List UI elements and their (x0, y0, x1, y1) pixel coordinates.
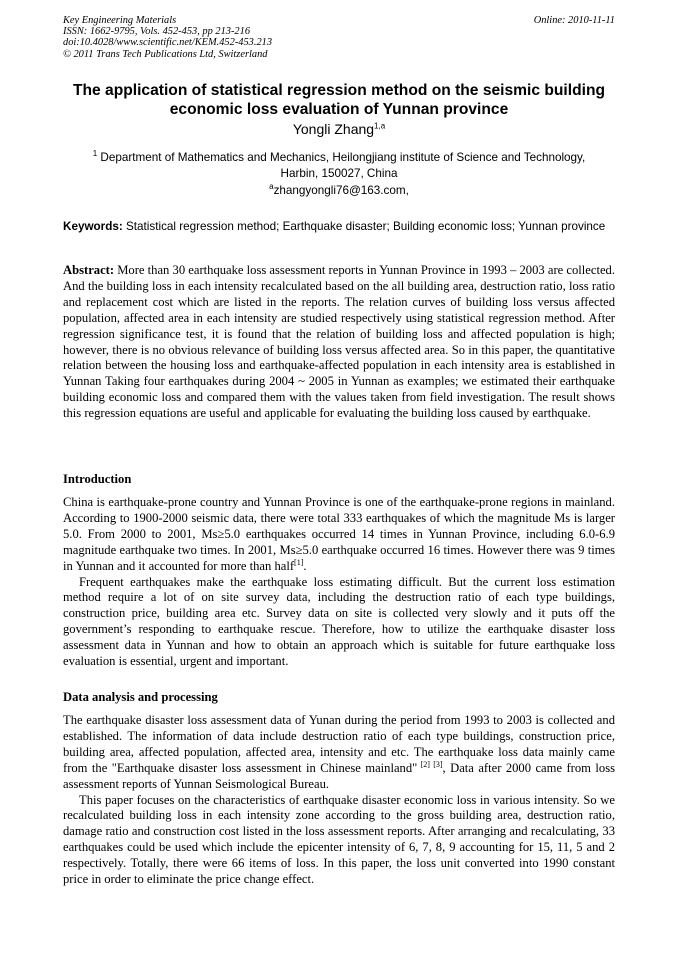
affiliation-superscript: 1 (92, 149, 98, 159)
doi-line: doi:10.4028/www.scientific.net/KEM.452-453.213 (63, 37, 273, 49)
journal-header (63, 15, 272, 60)
author-email: zhangyongli76@163.com, (273, 184, 409, 197)
keywords-label: Keywords: (63, 220, 123, 233)
data-analysis-body (63, 713, 615, 888)
online-date: Online: 2010-11-11 (533, 15, 615, 26)
journal-name: Key Engineering Materials (63, 15, 177, 26)
abstract-text: More than 30 earthquake loss assessment reports in Yunnan Province in 1993 – 2003 are collected. And the building loss in each intensity recalculated based on the all building area, destruction ratio, loss ratio and replacement cost which are listed in the reports. The relation curves of building loss versus affected population, affected area in each intensity are studied respectively using statistical regression method. After regression significance test, it is found that the relation of building loss and affected population is high; however, there is no obvious relevance of building loss versus affected area. So in this paper, the quantitative relation between the housing loss and earthquake-affected population in each intensity area is established in Yunnan Taking four earthquakes during 2004 ~ 2005 in Yunnan as examples; we estimated their earthquake building economic loss and compared them with the values taken from field investigation. The result shows this regression equations are useful and applicable for evaluating the building loss caused by earthquake. (63, 263, 615, 421)
affiliation-line-1: Department of Mathematics and Mechanics, Heilongjiang institute of Science and Technology, (100, 151, 586, 164)
paper-title (60, 82, 618, 119)
email-line (0, 184, 678, 198)
affiliation (63, 150, 615, 181)
citation-ref: [1] (294, 557, 304, 567)
keywords-text: Statistical regression method; Earthquake disaster; Building economic loss; Yunnan province (126, 220, 606, 233)
data-analysis-heading: Data analysis and processing (63, 690, 218, 704)
email-superscript: a (269, 182, 274, 192)
author-line (0, 121, 678, 138)
introduction-body (63, 495, 615, 670)
issn-line: ISSN: 1662-9795, Vols. 452-453, pp 213-216 (63, 26, 251, 38)
citation-ref: [2] [3] (417, 759, 443, 769)
keywords (63, 220, 615, 235)
title-line-1: The application of statistical regression method on the seismic building (72, 82, 605, 99)
author-superscript: 1,a (374, 121, 386, 131)
abstract-label: Abstract: (63, 263, 115, 277)
introduction-paragraph-1: China is earthquake-prone country and Yunnan Province is one of the earthquake-prone regions in mainland. According to 1900-2000 seismic data, there were total 333 earthquakes of which the magnitude Ms is larger 5.0. From 2000 to 2001, Ms≥5.0 earthquakes occurred 14 times in Yunnan Province, including 6.0-6.9 magnitude earthquake two times. In 2001, Ms≥5.0 earthquake occurred 16 times. However there was 9 times in Yunnan and it accounted for more than half[1]. (63, 495, 615, 573)
author-name: Yongli Zhang (292, 121, 375, 137)
abstract (63, 263, 615, 422)
data-paragraph-2: This paper focuses on the characteristics of earthquake disaster economic loss in various intensity. So we recalculated building loss in each intensity zone according to the gross building area, destruction ratio, damage ratio and construction cost listed in the loss assessment reports. After arranging and recalculating, 33 earthquakes could be used which include the epicenter intensity of 6, 7, 8, 9 accounting for 15, 11, 5 and 2 respectively. Totally, there were 66 items of loss. In this paper, the loss unit converted into 1990 constant price in order to eliminate the price change effect. (63, 792, 615, 887)
title-line-2: economic loss evaluation of Yunnan province (169, 100, 509, 118)
affiliation-line-2: Harbin, 150027, China (280, 166, 398, 180)
copyright-line: © 2011 Trans Tech Publications Ltd, Switzerland (63, 48, 268, 60)
data-paragraph-1: The earthquake disaster loss assessment data of Yunan during the period from 1993 to 2003 is collected and established. The information of data include destruction ratio of each type buildings, construction price, building area, affected population, affected area, intensity and etc. The earthquake loss data mainly came from the "Earthquake disaster loss assessment in Chinese mainland" [2] [3], Data after 2000 came from loss assessment reports of Yunnan Seismological Bureau. (63, 713, 615, 791)
introduction-paragraph-2: Frequent earthquakes make the earthquake loss estimating difficult. But the current loss estimation method require a lot of on site survey data, including the destruction ratio of each type buildings, construction price, building area etc. Survey data on site is collected very slowly and it puts off the government’s responding to earthquake rescue. Therefore, how to utilize the earthquake disaster loss assessment data in Yunnan and how to obtain an approach which is suitable for future earthquake loss evaluation is essential, urgent and important. (63, 574, 615, 669)
introduction-heading: Introduction (63, 472, 132, 486)
